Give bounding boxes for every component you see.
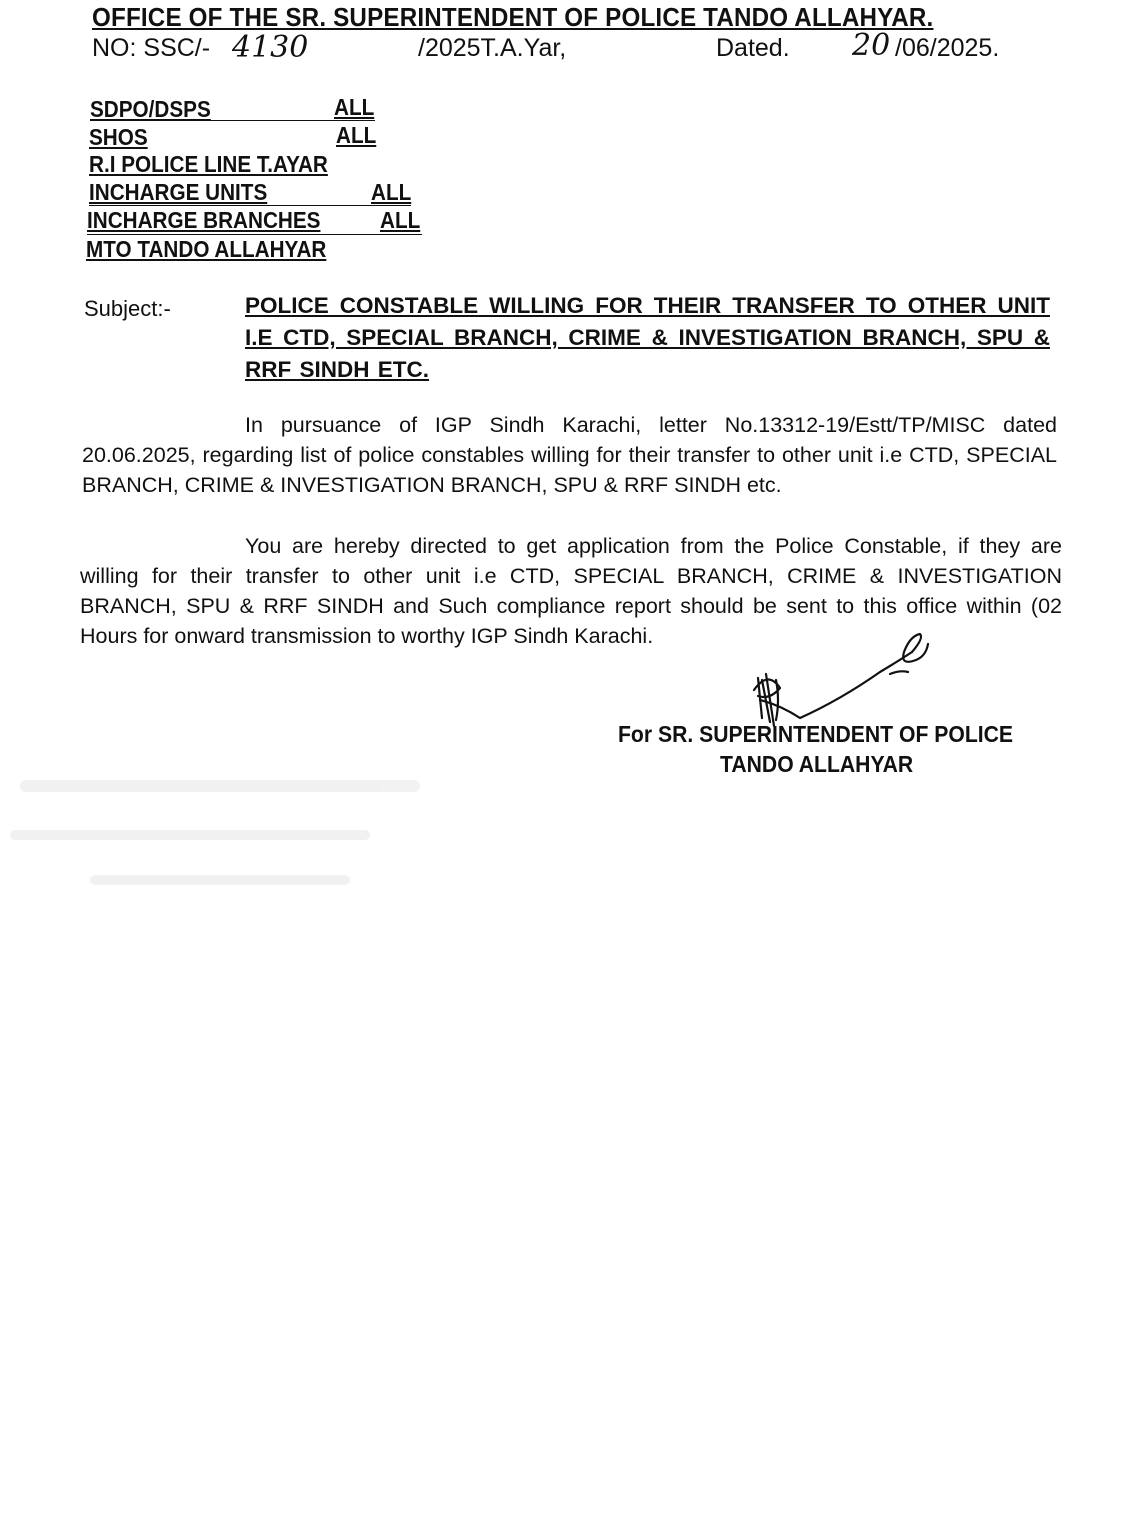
reference-prefix: NO: SSC/- (92, 34, 211, 62)
recipient-name: SHOS (89, 124, 148, 150)
recipient-qualifier: ALL (371, 179, 412, 205)
dated-label: Dated. (716, 34, 790, 62)
subject-text: POLICE CONSTABLE WILLING FOR THEIR TRANSFER TO OTHER UNIT I.E CTD, SPECIAL BRANCH, CRIME & INVESTIGATION BRANCH, SPU & RRF SINDH ETC. (245, 293, 1050, 382)
recipient-name: INCHARGE BRANCHES (87, 207, 321, 233)
recipient-underline (87, 234, 422, 235)
recipient-qualifier: ALL (334, 94, 375, 120)
reference-suffix: /2025T.A.Yar, (418, 34, 567, 62)
recipient-underline (90, 120, 375, 121)
reference-number-handwritten: 4130 (232, 30, 309, 65)
office-title: OFFICE OF THE SR. SUPERINTENDENT OF POLICE TANDO ALLAHYAR. (92, 2, 934, 32)
recipient-qualifier: ALL (380, 207, 421, 233)
signature-line-1: For SR. SUPERINTENDENT OF POLICE (618, 721, 1014, 747)
subject-label: Subject:- (84, 296, 171, 321)
recipient-name: R.I POLICE LINE T.AYAR (89, 151, 328, 177)
recipient-name: INCHARGE UNITS (89, 179, 268, 205)
recipient-name: MTO TANDO ALLAHYAR (86, 236, 327, 262)
body-paragraph-2: You are hereby directed to get application from the Police Constable, if they are willing for their transfer to other unit i.e CTD, SPECIAL BRANCH, CRIME & INVESTIGATION BRANCH, SPU & RRF SINDH and Such compliance report should be sent to this office within (02 Hours for onward transmission to worthy IGP Sindh Karachi. (80, 534, 1062, 648)
date-rest: /06/2025. (895, 34, 1000, 62)
signature-line-2: TANDO ALLAHYAR (720, 751, 914, 777)
recipient-name: SDPO/DSPS (90, 96, 211, 122)
body-paragraph-1: In pursuance of IGP Sindh Karachi, letter No.13312-19/Estt/TP/MISC dated 20.06.2025, regarding list of police constables willing for their transfer to other unit i.e CTD, SPECIAL BRANCH, CRIME & INVESTIGATION BRANCH, SPU & RRF SINDH etc. (82, 413, 1057, 497)
date-day-handwritten: 20 (852, 28, 891, 63)
recipient-underline (89, 205, 411, 206)
recipient-qualifier: ALL (336, 122, 377, 148)
